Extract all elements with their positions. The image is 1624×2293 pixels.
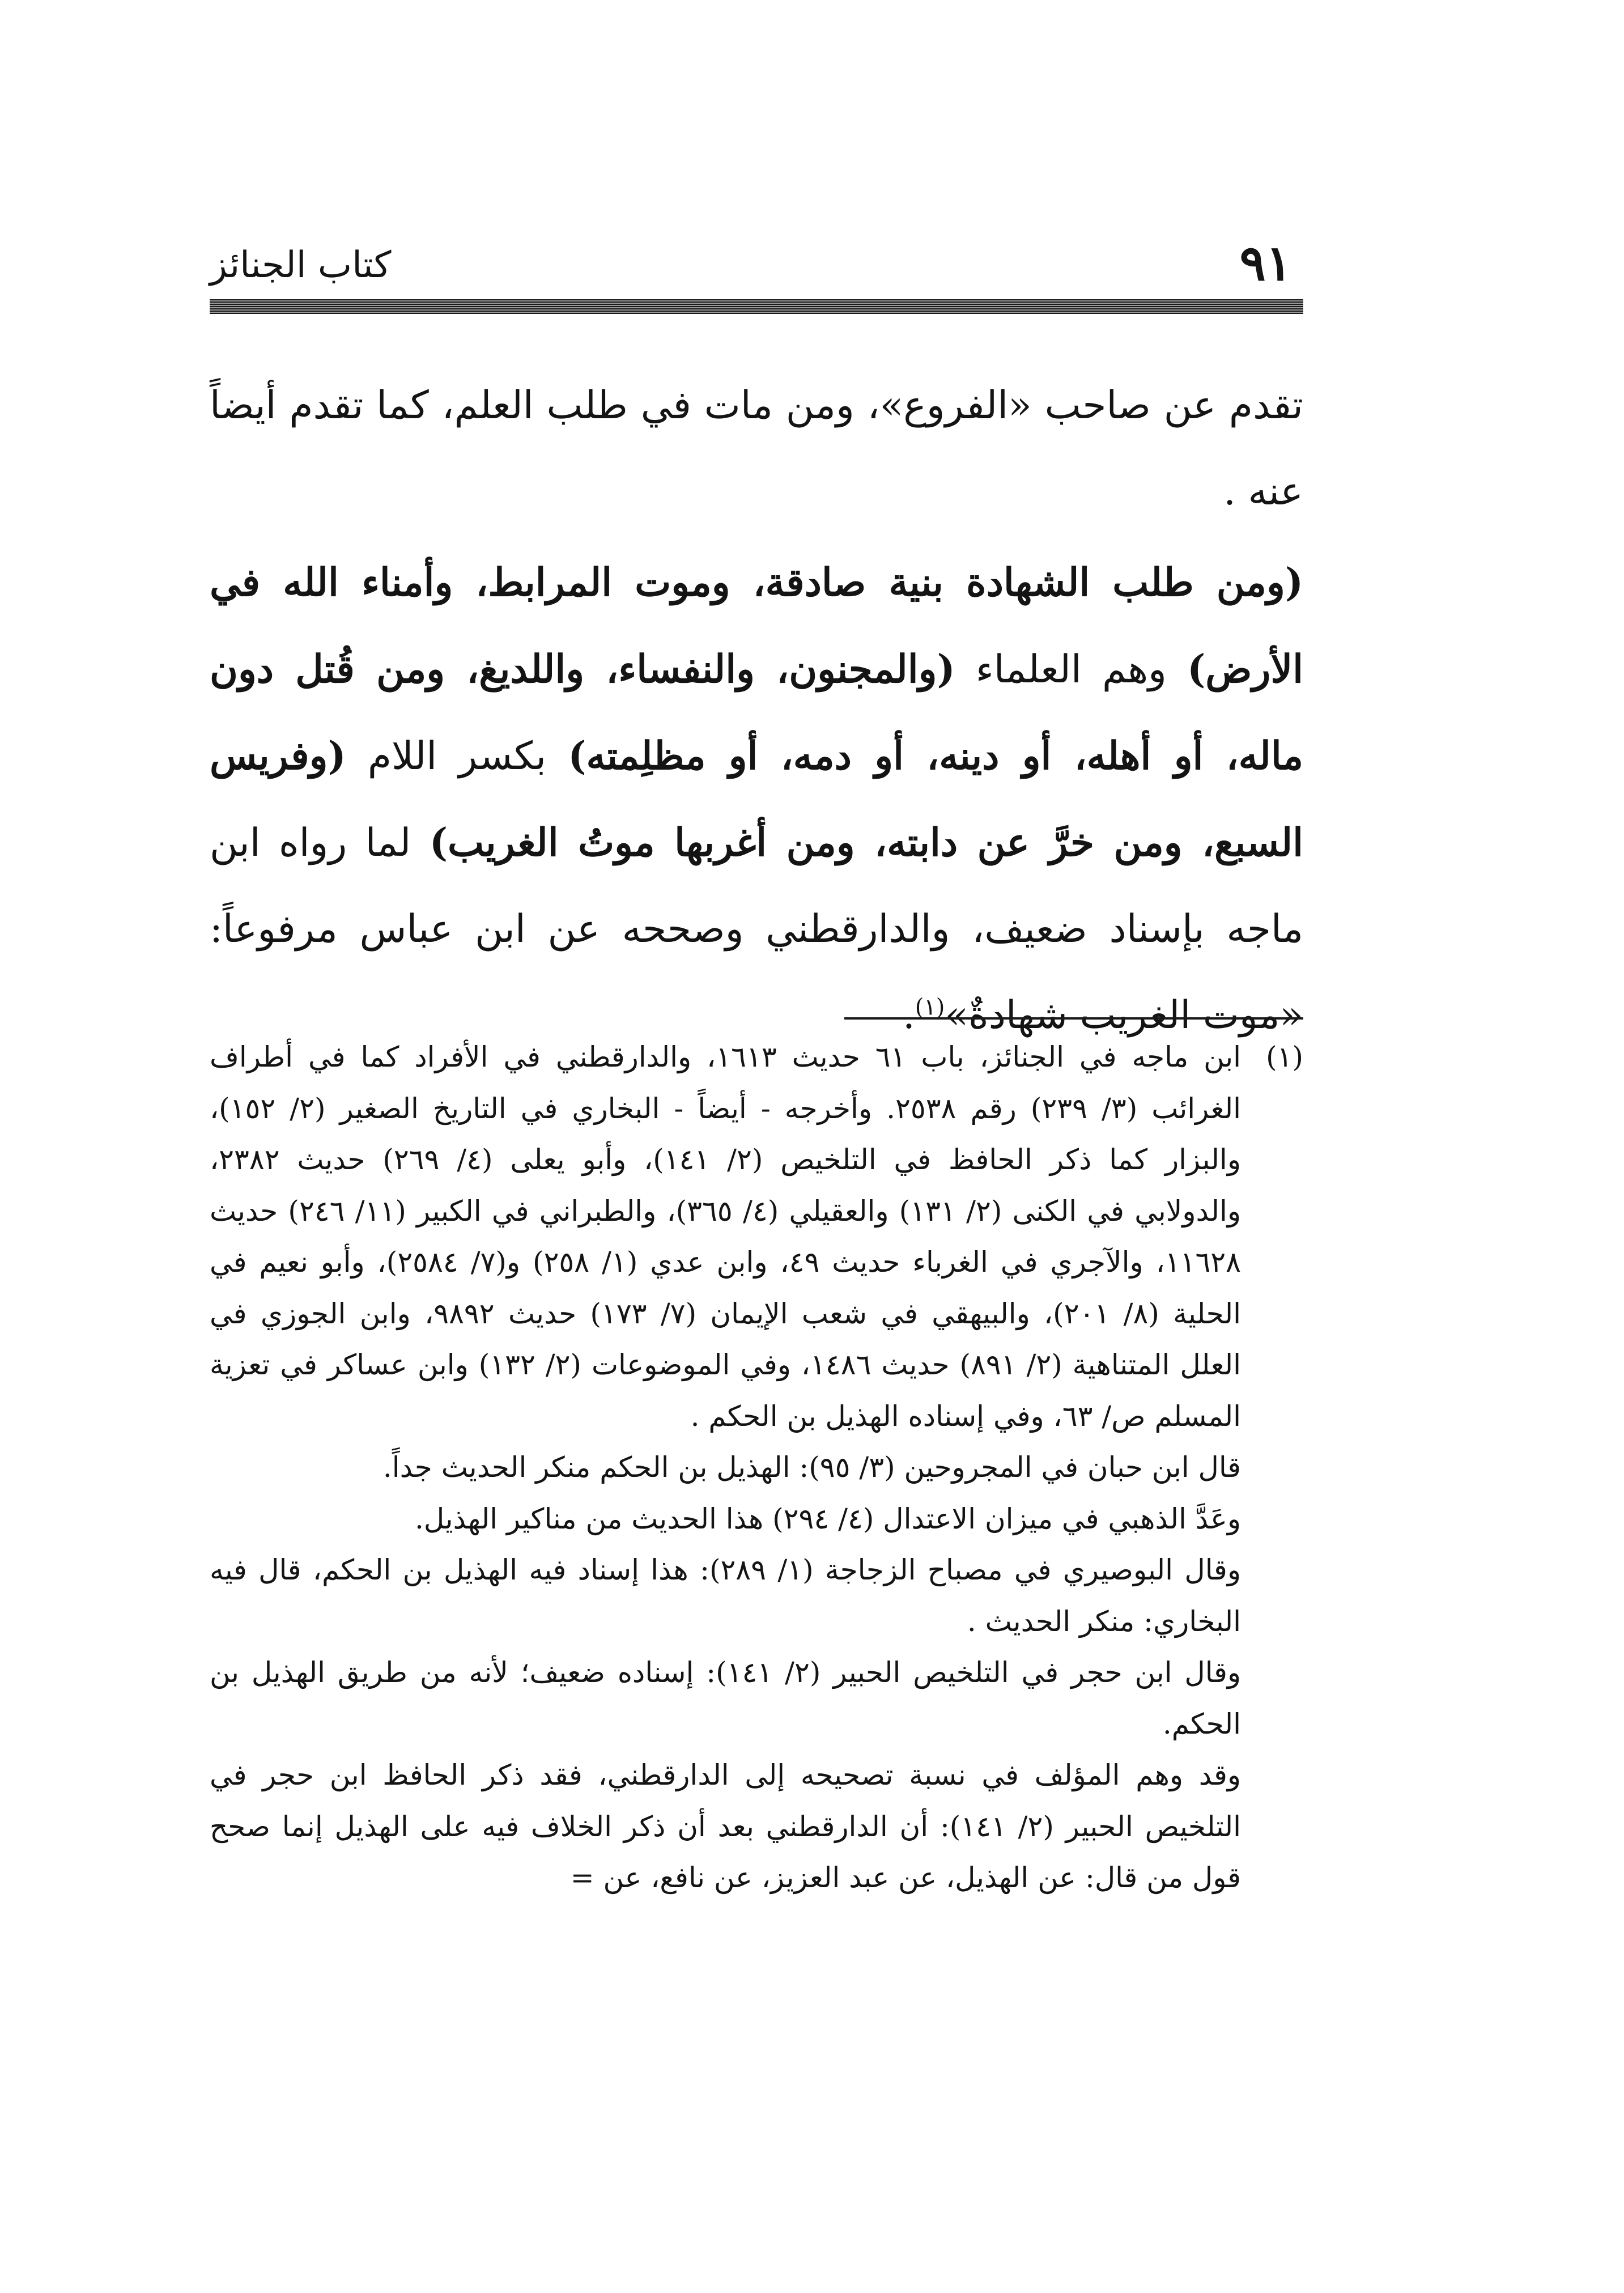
footnote-1 (210, 1031, 1303, 1904)
footnote-separator (844, 1017, 1303, 1020)
footnote-paragraph: وقد وهم المؤلف في نسبة تصحيحه إلى الدارقطني، فقد ذكر الحافظ ابن حجر في التلخيص الحبير (٢/ ١٤١): أن الدارقطني بعد أن ذكر الخلاف فيه على الهذيل إنما صحح قول من قال: عن الهذيل، عن عبد العزيز، عن نافع، عن = (210, 1759, 1241, 1894)
footnote-paragraph: وعَدَّ الذهبي في ميزان الاعتدال (٤/ ٢٩٤) هذا الحديث من مناكير الهذيل. (415, 1502, 1241, 1535)
footnote-reference[interactable]: (١) (915, 994, 945, 1021)
paragraph-end-mark: . (903, 993, 915, 1038)
matn-segment-1: (ومن طلب الشهادة بنية صادقة، وموت المرابط، وأمناء الله في الأرض) (210, 560, 1303, 692)
footnotes (210, 1031, 1303, 1904)
paragraph-1: تقدم عن صاحب «الفروع»، ومن مات في طلب العلم، كما تقدم أيضاً عنه . (210, 383, 1303, 514)
footnote-body (210, 1031, 1241, 1904)
book-page (210, 0, 1303, 2293)
commentary-segment-1: وهم العلماء (955, 647, 1188, 692)
matn-segment-2: (والمجنون، والنفساء، واللديغ، ومن قُتل دون ماله، أو أهله، أو دينه، أو دمه، أو مظلِمته) (210, 647, 1303, 779)
page-number: ٩١ (1239, 235, 1292, 292)
commentary-segment-2: بكسر اللام (346, 734, 568, 779)
footnote-paragraph: قال ابن حبان في المجروحين (٣/ ٩٥): الهذيل بن الحكم منكر الحديث جداً. (382, 1451, 1241, 1484)
header-rule (210, 299, 1303, 314)
footnote-paragraph: ابن ماجه في الجنائز، باب ٦١ حديث ١٦١٣، والدارقطني في الأفراد كما في أطراف الغرائب (٣/ ٢٣٩) رقم ٢٥٣٨. وأخرجه - أيضاً - البخاري في التاريخ الصغير (٢/ ١٥٢)، والبزار كما ذكر الحافظ في التلخيص (٢/ ١٤١)، وأبو يعلى (٤/ ٢٦٩) حديث ٢٣٨٢، والدولابي في الكنى (٢/ ١٣١) والعقيلي (٤/ ٣٦٥)، والطبراني في الكبير (١١/ ٢٤٦) حديث ١١٦٢٨، والآجري في الغرباء حديث ٤٩، وابن عدي (١/ ٢٥٨) و(٧/ ٢٥٨٤)، وأبو نعيم في الحلية (٨/ ٢٠١)، والبيهقي في شعب الإيمان (٧/ ١٧٣) حديث ٩٨٩٢، وابن الجوزي في العلل المتناهية (٢/ ٨٩١) حديث ١٤٨٦، وفي الموضوعات (٢/ ١٣٢) وابن عساكر في تعزية المسلم ص/ ٦٣، وفي إسناده الهذيل بن الحكم . (210, 1041, 1242, 1433)
main-text (210, 363, 1303, 1059)
running-header (210, 232, 1303, 295)
running-title: كتاب الجنائز (210, 244, 392, 286)
commentary-segment-3: لما رواه ابن ماجه بإسناد ضعيف، والدارقطني وصححه عن ابن عباس مرفوعاً: «موت الغريب شهادةٌ» (210, 821, 1303, 1038)
paragraph-2 (210, 540, 1303, 1059)
footnote-marker: (١) (1266, 1041, 1303, 1073)
footnote-paragraph: وقال البوصيري في مصباح الزجاجة (١/ ٢٨٩): هذا إسناد فيه الهذيل بن الحكم، قال فيه البخاري: منكر الحديث . (210, 1553, 1241, 1638)
footnote-paragraph: وقال ابن حجر في التلخيص الحبير (٢/ ١٤١): إسناده ضعيف؛ لأنه من طريق الهذيل بن الحكم. (210, 1656, 1241, 1740)
matn-segment-3: (وفريس السبع، ومن خرَّ عن دابته، ومن أغربها موتُ الغريب) (210, 733, 1303, 865)
